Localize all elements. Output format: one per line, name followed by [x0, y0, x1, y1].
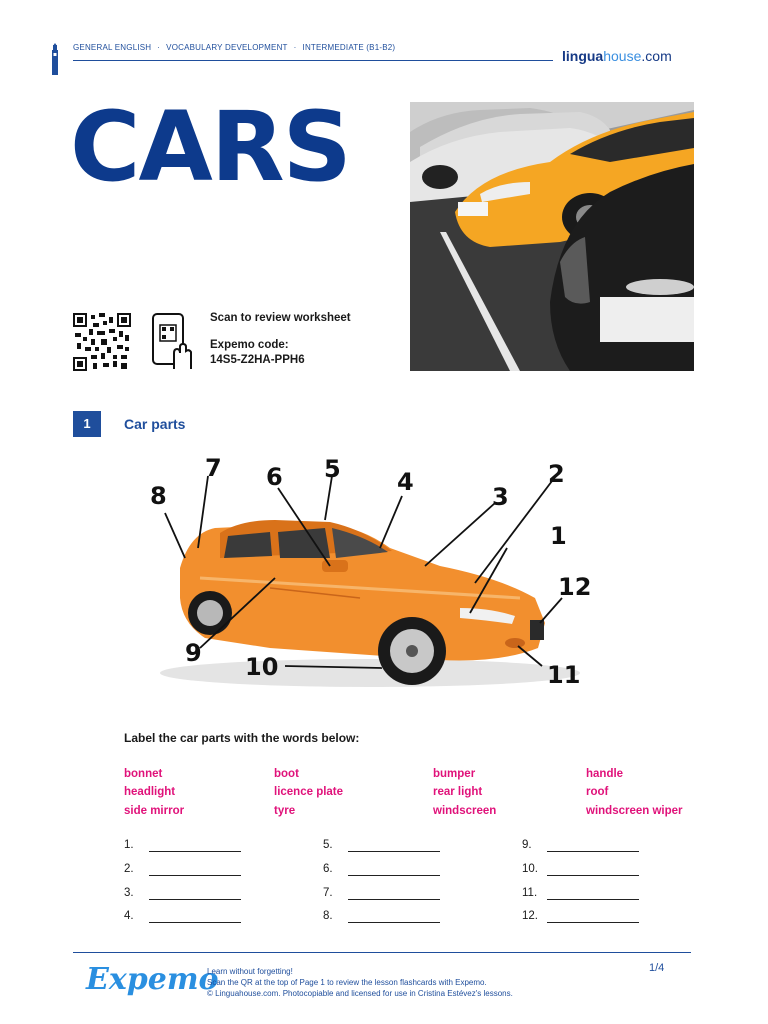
word-bank-item: boot — [274, 768, 299, 780]
answer-number: 2. — [124, 863, 134, 875]
page-title: CARS — [70, 91, 350, 203]
word-bank-item: windscreen wiper — [586, 805, 683, 817]
answer-blank[interactable] — [348, 851, 440, 852]
scan-instructions — [210, 312, 351, 381]
answer-row — [124, 910, 134, 922]
brand-part: .com — [641, 48, 672, 64]
word-bank-item: headlight — [124, 786, 176, 798]
diagram-number: 4 — [397, 468, 414, 496]
brand-part: lingua — [562, 48, 604, 64]
answer-row — [522, 910, 538, 922]
section-number: 1 — [73, 411, 101, 437]
footer-instruction: Scan the QR at the top of Page 1 to review the lesson flashcards with Expemo. — [207, 978, 487, 987]
answer-number: 4. — [124, 910, 134, 922]
brand-logo[interactable] — [562, 48, 672, 64]
answer-row — [522, 839, 532, 851]
footer-tagline: Learn without forgetting! — [207, 967, 293, 976]
footer-text — [207, 966, 513, 999]
diagram-number: 11 — [547, 661, 581, 689]
answer-row — [522, 887, 537, 899]
answer-blank[interactable] — [547, 875, 639, 876]
breadcrumb: GENERAL ENGLISH · VOCABULARY DEVELOPMENT · INTERMEDIATE (B1-B2) — [73, 43, 396, 52]
answer-blank[interactable] — [348, 899, 440, 900]
diagram-number: 1 — [550, 522, 567, 550]
answer-row — [323, 910, 333, 922]
answer-row — [323, 863, 333, 875]
answer-blank[interactable] — [547, 922, 639, 923]
word-bank-item: side mirror — [124, 805, 185, 817]
word-bank-item: bonnet — [124, 768, 163, 780]
brand-part: house — [603, 48, 642, 64]
answer-number: 8. — [323, 910, 333, 922]
answer-number: 9. — [522, 839, 532, 851]
answer-row — [522, 863, 538, 875]
answer-row — [124, 887, 134, 899]
phone-scan-icon — [152, 313, 192, 371]
footer-copyright: © Linguahouse.com. Photocopiable and licensed for use in Cristina Estévez's lessons. — [207, 989, 513, 998]
instruction-text: Label the car parts with the words below: — [124, 731, 360, 745]
code-label: Expemo code: — [210, 339, 289, 351]
answer-number: 6. — [323, 863, 333, 875]
tower-icon — [50, 43, 60, 75]
diagram-number: 6 — [266, 463, 283, 491]
section-title: Car parts — [124, 416, 186, 432]
breadcrumb-item: GENERAL ENGLISH — [73, 43, 152, 52]
word-bank-item: licence plate — [274, 786, 344, 798]
diagram-number: 8 — [150, 482, 167, 510]
diagram-number: 9 — [185, 639, 202, 667]
car-parts-diagram — [120, 448, 620, 698]
word-bank-item: bumper — [433, 768, 476, 780]
answer-blank[interactable] — [149, 851, 241, 852]
answer-number: 11. — [522, 887, 538, 899]
answer-row — [124, 839, 134, 851]
answer-blank[interactable] — [547, 899, 639, 900]
scan-label: Scan to review worksheet — [210, 312, 351, 324]
answer-blank[interactable] — [149, 875, 241, 876]
answer-blank[interactable] — [348, 922, 440, 923]
expemo-logo[interactable]: Expemo — [86, 962, 219, 997]
diagram-number: 12 — [558, 573, 592, 601]
answer-number: 7. — [323, 887, 333, 899]
page-number: 1/4 — [649, 962, 665, 974]
word-bank-item: roof — [586, 786, 609, 798]
expemo-code: 14S5-Z2HA-PPH6 — [210, 354, 305, 366]
qr-code-icon[interactable] — [73, 313, 131, 371]
answer-number: 3. — [124, 887, 134, 899]
word-bank-item: tyre — [274, 805, 296, 817]
diagram-number: 5 — [324, 455, 341, 483]
answer-blank[interactable] — [149, 922, 241, 923]
answer-row — [124, 863, 134, 875]
answer-row — [323, 839, 333, 851]
parked-cars-photo — [410, 102, 694, 371]
answer-number: 1. — [124, 839, 134, 851]
answer-number: 12. — [522, 910, 538, 922]
header-divider — [73, 60, 553, 61]
word-bank-item: rear light — [433, 786, 483, 798]
answer-number: 10. — [522, 863, 538, 875]
answer-number: 5. — [323, 839, 333, 851]
word-bank-item: windscreen — [433, 805, 497, 817]
answer-blank[interactable] — [348, 875, 440, 876]
diagram-number: 2 — [548, 460, 565, 488]
breadcrumb-item: VOCABULARY DEVELOPMENT — [166, 43, 288, 52]
word-bank-item: handle — [586, 768, 624, 780]
breadcrumb-item: INTERMEDIATE (B1-B2) — [302, 43, 396, 52]
diagram-number: 10 — [245, 653, 279, 681]
answer-row — [323, 887, 333, 899]
diagram-number: 3 — [492, 483, 509, 511]
answer-blank[interactable] — [149, 899, 241, 900]
footer-divider — [73, 952, 691, 953]
diagram-number: 7 — [205, 454, 222, 482]
answer-blank[interactable] — [547, 851, 639, 852]
